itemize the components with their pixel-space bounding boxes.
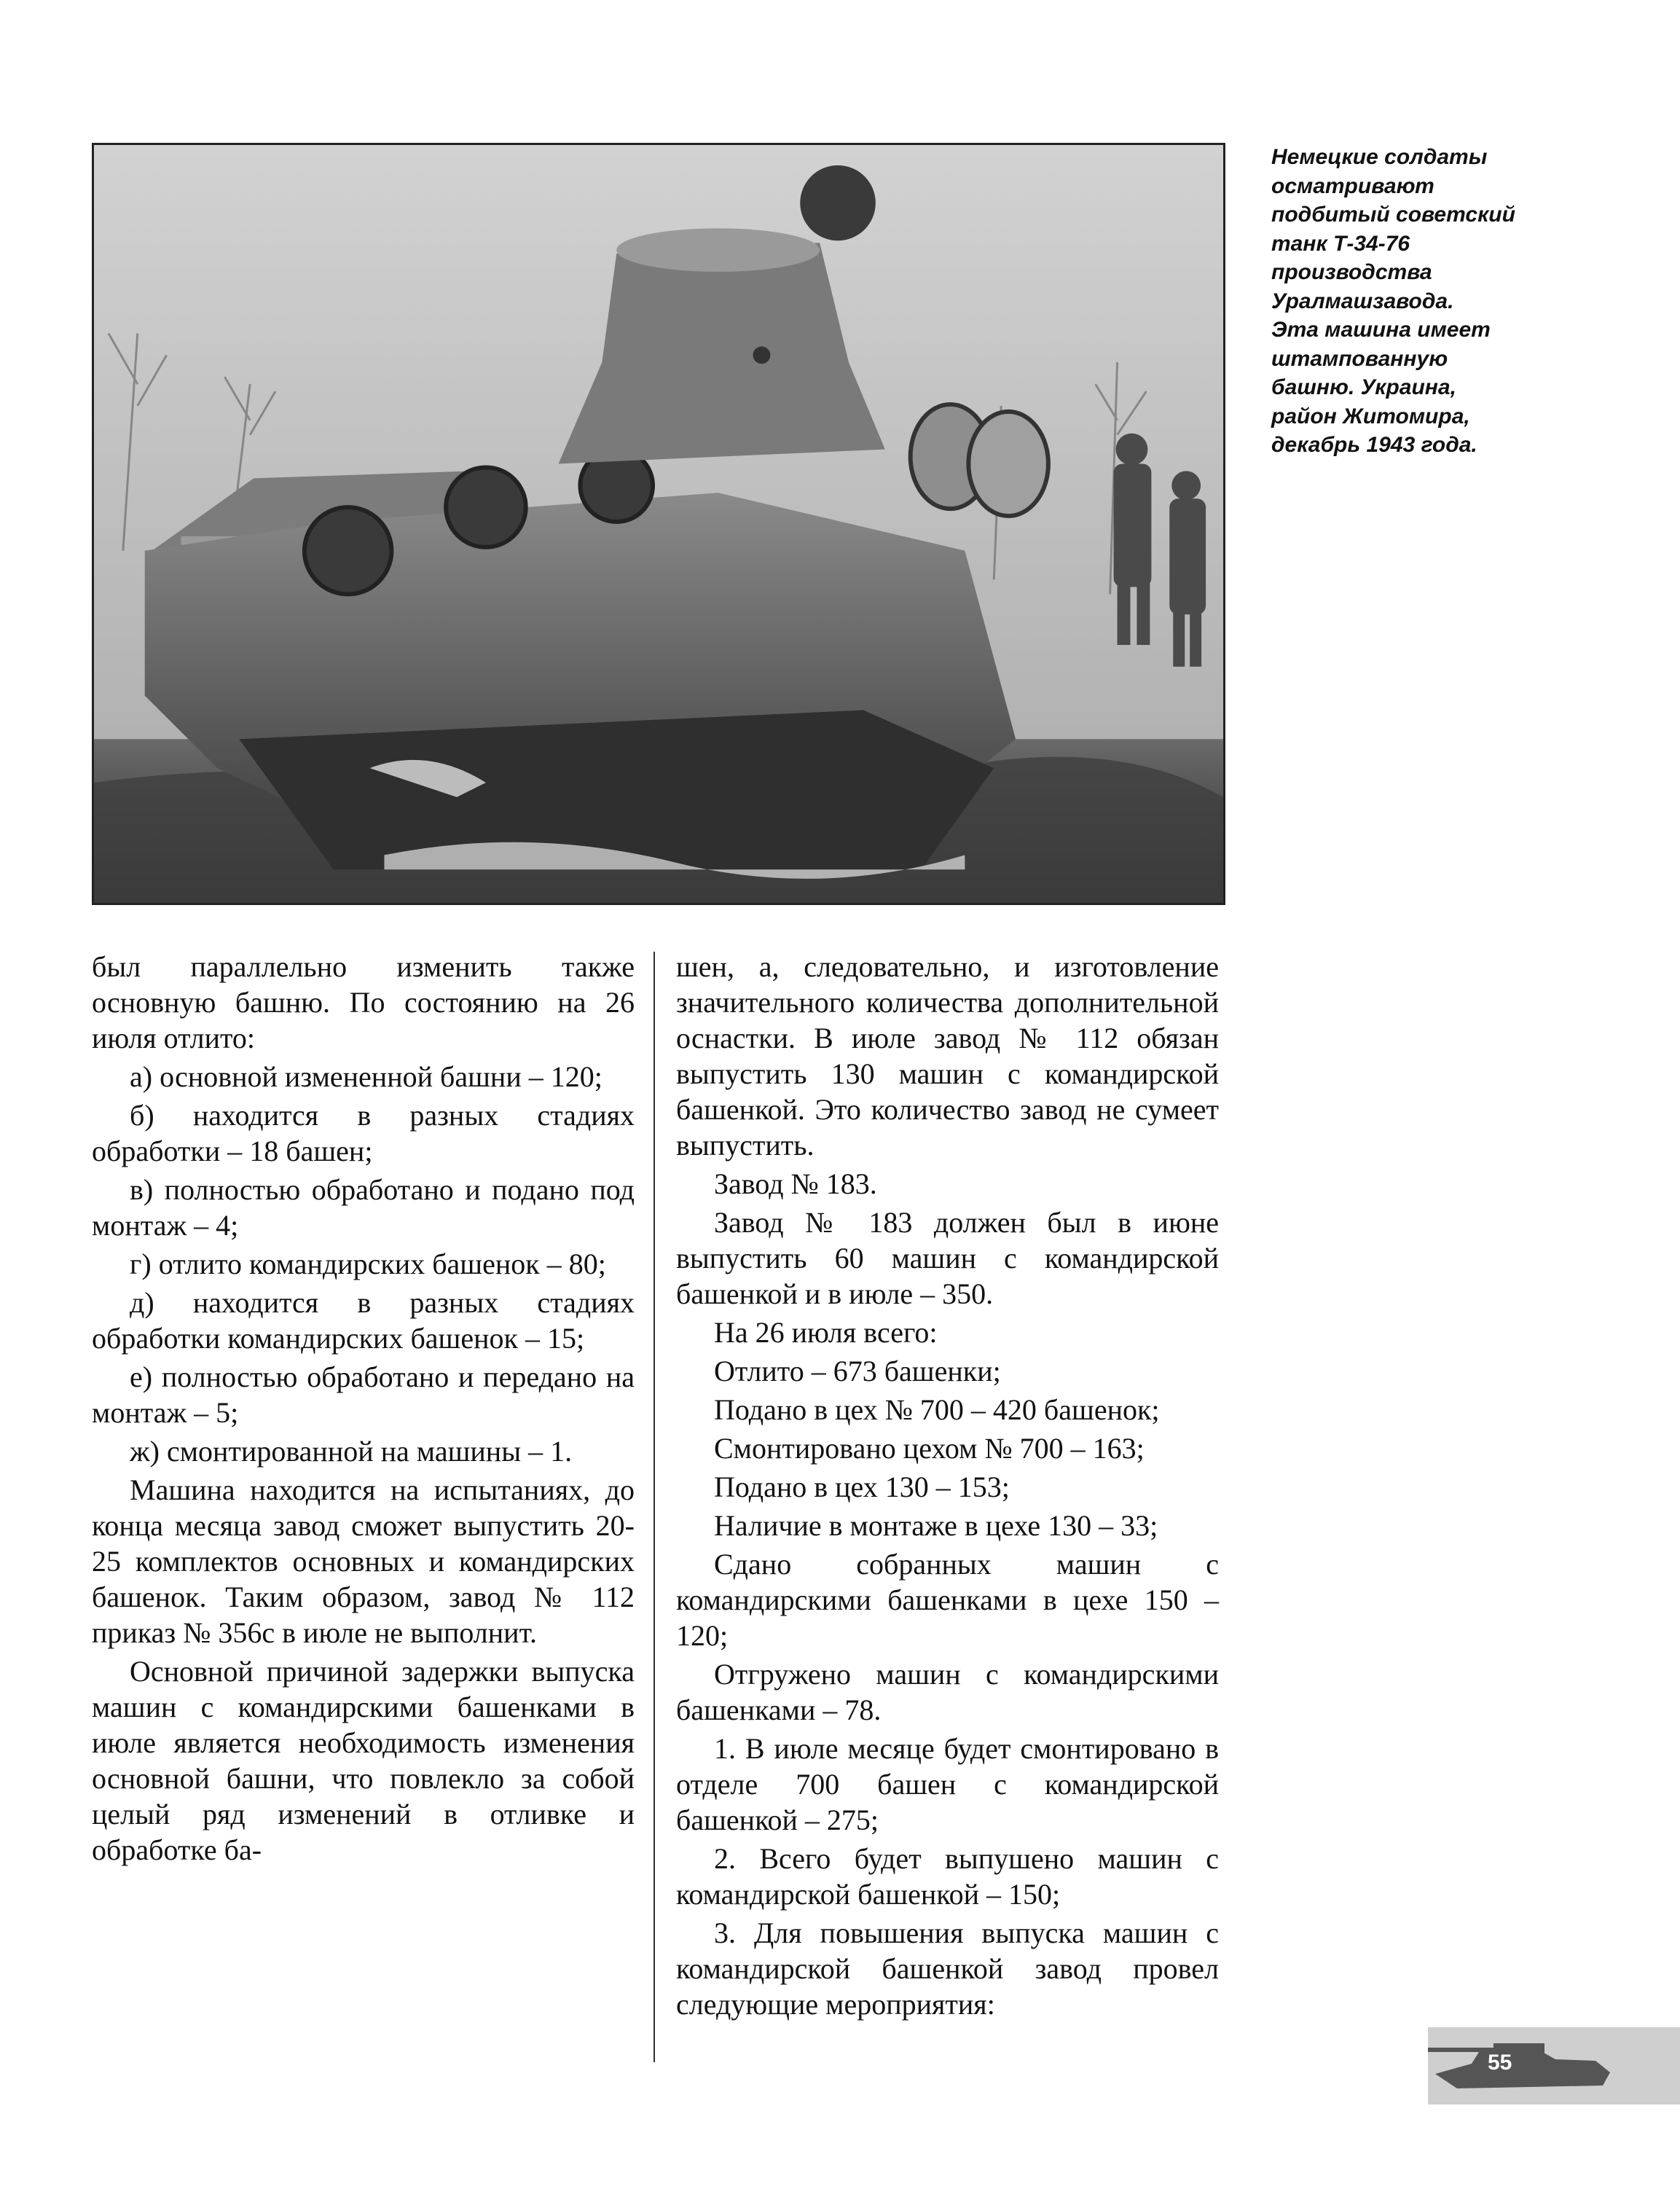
right-text-column [676, 949, 1219, 2025]
left-text-column [92, 949, 635, 1871]
paragraph: Машина находится на испытаниях, до конца месяца завод сможет выпустить 20-25 комплектов основных и командирских башенок. Таким образом, завод № 112 приказ № 356с в июле не выполнит. [92, 1473, 635, 1649]
paragraph: Смонтировано цехом № 700 – 163; [714, 1432, 1145, 1465]
paragraph: ж) смонтированной на машины – 1. [130, 1435, 573, 1468]
paragraph: Завод № 183. [714, 1167, 877, 1200]
paragraph: Подано в цех № 700 – 420 башенок; [714, 1393, 1160, 1426]
paragraph: 3. Для повышения выпуска машин с командирской башенкой завод провел следующие мероприятия: [676, 1916, 1219, 2021]
paragraph: Отгружено машин с командирскими башенками – 78. [676, 1658, 1219, 1726]
paragraph: Сдано собранных машин с командирскими башенками в цехе 150 – 120; [676, 1548, 1219, 1652]
paragraph: 1. В июле месяце будет смонтировано в отделе 700 башен с командирской башенкой – 275; [676, 1732, 1219, 1836]
paragraph: Подано в цех 130 – 153; [714, 1471, 1010, 1503]
paragraph: д) находится в разных стадиях обработки командирских башенок – 15; [92, 1286, 635, 1355]
page-number-tab [1428, 2027, 1680, 2104]
paragraph: а) основной измененной башни – 120; [130, 1060, 602, 1093]
paragraph: Отлито – 673 башенки; [714, 1355, 1001, 1387]
paragraph: е) полностью обработано и передано на монтаж – 5; [92, 1360, 635, 1429]
paragraph: в) полностью обработано и подано под монтаж – 4; [92, 1173, 635, 1242]
paragraph: был параллельно изменить также основную башню. По состоянию на 26 июля отлито: [92, 950, 635, 1054]
tank-photograph [92, 143, 1225, 905]
paragraph: Наличие в монтаже в цехе 130 – 33; [714, 1509, 1158, 1542]
paragraph: Завод № 183 должен был в июне выпустить 60 машин с командирской башенкой и в июле – 350. [676, 1206, 1219, 1310]
paragraph: б) находится в разных стадиях обработки – 18 башен; [92, 1099, 635, 1167]
page-number: 55 [1488, 2051, 1512, 2075]
tank-photo-illustration [94, 145, 1223, 903]
paragraph: г) отлито командирских башенок – 80; [130, 1248, 606, 1280]
column-divider [653, 952, 655, 2062]
paragraph: На 26 июля всего: [714, 1316, 938, 1349]
paragraph: 2. Всего будет выпушено машин с командирской башенкой – 150; [676, 1842, 1219, 1911]
paragraph: шен, а, следовательно, и изготовление значительного количества дополнительной оснастки. В июле завод № 112 обязан выпустить 130 машин с командирской башенкой. Это количество завод не сумеет выпустить. [676, 950, 1219, 1162]
tank-silhouette-icon [1428, 2027, 1680, 2104]
paragraph: Основной причиной задержки выпуска машин с командирскими башенками в июле является необходимость изменения основной башни, что повлекло за собой целый ряд изменений в отливке и обработке ба- [92, 1655, 635, 1866]
photo-caption: Немецкие солдаты осматривают подбитый советский танк Т-34-76 производства Уралмашзавода. Эта машина имеет штампованную башню. Украина, район Житомира, декабрь 1943 года. [1271, 145, 1515, 457]
